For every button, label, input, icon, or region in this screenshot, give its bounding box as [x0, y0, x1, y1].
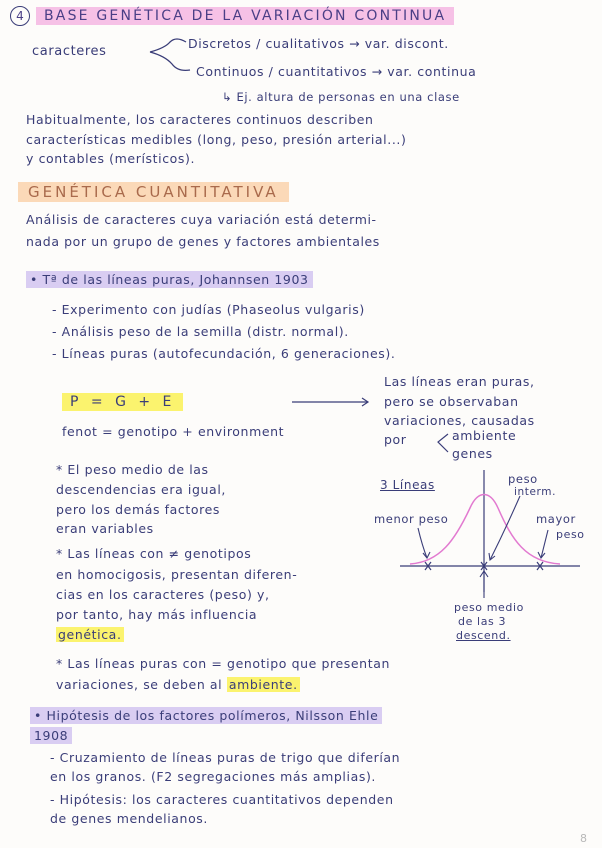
note2-line-1: * Las líneas con ≠ genotipos — [56, 546, 252, 561]
note1-line-2: descendencias era igual, — [56, 482, 226, 497]
formula-text: P = G + E — [62, 393, 183, 411]
pure-lines-2: pero se observaban — [384, 394, 519, 409]
note2-line-2: en homocigosis, presentan diferen- — [56, 567, 298, 582]
arrow-menor — [418, 528, 427, 558]
normal-curve — [410, 495, 560, 565]
section-1-heading: BASE GENÉTICA DE LA VARIACIÓN CONTINUA — [36, 7, 454, 25]
diagram-caption-2: de las 3 — [458, 615, 507, 628]
caracteres-label: caracteres — [32, 44, 107, 59]
diagram-title-text: 3 Líneas — [380, 478, 435, 492]
page-number: 8 — [580, 832, 588, 845]
branch-continuous: Continuos / cuantitativos → var. continua — [196, 64, 477, 79]
hyp-item2-line-1: - Hipótesis: los caracteres cuantitativos dependen — [50, 792, 394, 807]
arrow-interm — [490, 496, 520, 560]
note1-line-4: eran variables — [56, 521, 154, 536]
brace-lower-stroke — [150, 52, 190, 70]
label-peso-interm-1: peso — [508, 472, 538, 486]
habitual-line-3: y contables (merísticos). — [26, 151, 196, 166]
por-bracket — [438, 434, 448, 452]
analysis-line-1: Análisis de caracteres cuya variación está determi- — [26, 212, 377, 227]
label-mayor-2: peso — [556, 528, 585, 541]
hyp-item1-line-1: - Cruzamiento de líneas puras de trigo que diferían — [50, 750, 401, 765]
pure-lines-4: por — [384, 432, 407, 447]
hypothesis-text-2: 1908 — [30, 727, 72, 744]
note1-line-1: * El peso medio de las — [56, 462, 209, 477]
note3-ambiente: ambiente. — [228, 677, 298, 692]
formula-words: fenot = genotipo + environment — [62, 424, 285, 439]
section-2-heading: GENÉTICA CUANTITATIVA — [18, 182, 289, 202]
brace-upper-stroke — [150, 39, 186, 52]
habitual-line-1: Habitualmente, los caracteres continuos describen — [26, 112, 374, 127]
list-item-3: - Líneas puras (autofecundación, 6 generaciones). — [52, 346, 396, 361]
list-item-2: - Análisis peso de la semilla (distr. normal). — [52, 324, 349, 339]
label-mayor-1: mayor — [536, 512, 576, 526]
example-line: ↳ Ej. altura de personas en una clase — [222, 90, 460, 104]
pure-lines-genes: genes — [452, 446, 493, 461]
diagram-caption-1: peso medio — [454, 601, 524, 614]
hyp-item1-line-2: en los granos. (F2 segregaciones más amplias). — [50, 769, 376, 784]
list-item-1: - Experimento con judías (Phaseolus vulgaris) — [52, 302, 365, 317]
label-menor-peso: menor peso — [374, 512, 449, 526]
analysis-line-2: nada por un grupo de genes y factores ambientales — [26, 234, 380, 249]
note2-line-3: cias en los caracteres (peso) y, — [56, 587, 270, 602]
arrow-menor-head — [423, 552, 430, 558]
habitual-line-2: características medibles (long, peso, presión arterial...) — [26, 132, 407, 147]
note3-part-a: variaciones, se deben al — [56, 677, 223, 692]
pure-lines-1: Las líneas eran puras, — [384, 374, 535, 389]
hypothesis-text-1: • Hipótesis de los factores polímeros, Nilsson Ehle — [30, 707, 382, 724]
diagram-caption-3-text: descend. — [456, 629, 511, 642]
note2-line-4: por tanto, hay más influencia — [56, 607, 258, 622]
hyp-item2-line-2: de genes mendelianos. — [50, 811, 208, 826]
note2-genetica: genética. — [58, 627, 122, 642]
label-peso-interm-2: interm. — [514, 486, 557, 498]
theory-text: • Tª de las líneas puras, Johannsen 1903 — [26, 271, 313, 288]
pure-lines-ambiente: ambiente — [452, 428, 517, 443]
note3-line-1: * Las líneas puras con = genotipo que presentan — [56, 656, 390, 671]
note1-line-3: pero los demás factores — [56, 502, 221, 517]
pure-lines-3: variaciones, causadas — [384, 413, 535, 428]
branch-discrete: Discretos / cualitativos → var. discont. — [188, 36, 449, 51]
section-number: 4 — [10, 6, 30, 26]
